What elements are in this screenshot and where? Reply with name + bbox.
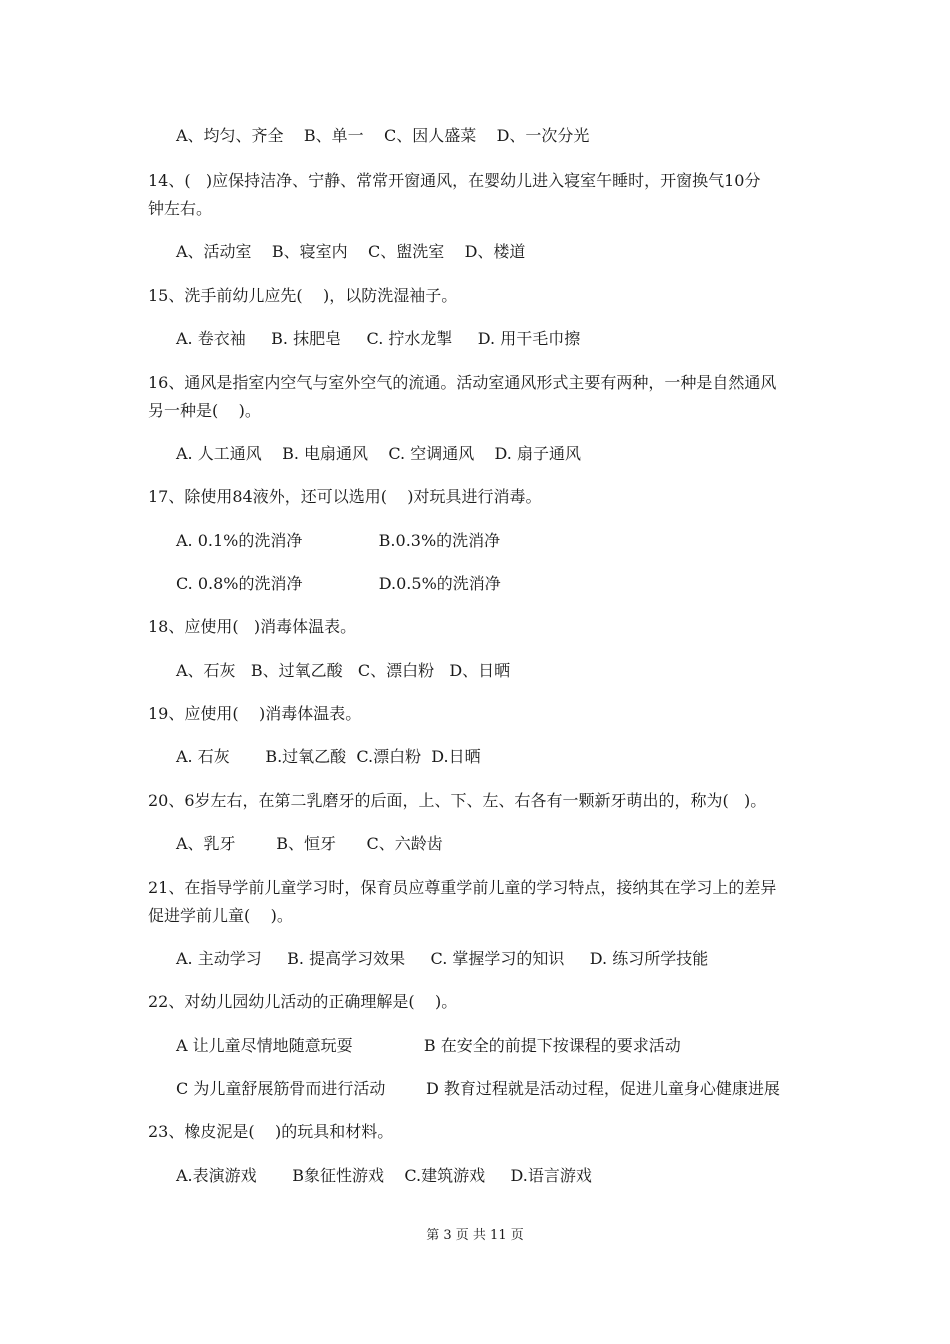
option-line: A 让儿童尽情地随意玩耍 B 在安全的前提下按课程的要求活动	[176, 1036, 681, 1055]
option-line: A、乳牙 B、恒牙 C、六龄齿	[176, 834, 443, 853]
question-line: 另一种是( )。	[148, 401, 261, 420]
question-line: 20、6岁左右，在第二乳磨牙的后面，上、下、左、右各有一颗新牙萌出的，称为( )。	[148, 791, 767, 810]
option-line: A、均匀、齐全 B、单一 C、因人盛菜 D、一次分光	[176, 126, 590, 145]
question-line: 16、通风是指室内空气与室外空气的流通。活动室通风形式主要有两种，一种是自然通风	[148, 373, 777, 392]
option-line: A、石灰 B、过氧乙酸 C、漂白粉 D、日晒	[176, 661, 511, 680]
question-line: 23、橡皮泥是( )的玩具和材料。	[148, 1122, 394, 1141]
question-line: 19、应使用( )消毒体温表。	[148, 704, 362, 723]
option-line: A. 0.1%的洗消净 B.0.3%的洗消净	[176, 531, 501, 550]
question-line: 22、对幼儿园幼儿活动的正确理解是( )。	[148, 992, 458, 1011]
question-line: 15、洗手前幼儿应先( )，以防洗湿袖子。	[148, 286, 458, 305]
question-line: 18、应使用( )消毒体温表。	[148, 617, 357, 636]
option-line: C. 0.8%的洗消净 D.0.5%的洗消净	[176, 574, 501, 593]
option-line: A.表演游戏 B象征性游戏 C.建筑游戏 D.语言游戏	[176, 1166, 592, 1185]
question-line: 17、除使用84液外，还可以选用( )对玩具进行消毒。	[148, 487, 542, 506]
option-line: A. 人工通风 B. 电扇通风 C. 空调通风 D. 扇子通风	[176, 444, 581, 463]
question-line: 促进学前儿童( )。	[148, 906, 293, 925]
question-line: 21、在指导学前儿童学习时，保育员应尊重学前儿童的学习特点，接纳其在学习上的差异	[148, 878, 777, 897]
option-line: C 为儿童舒展筋骨而进行活动 D 教育过程就是活动过程，促进儿童身心健康进展	[176, 1079, 780, 1098]
page-footer: 第 3 页 共 11 页	[426, 1228, 524, 1243]
question-line: 钟左右。	[148, 199, 213, 218]
option-line: A. 石灰 B.过氧乙酸 C.漂白粉 D.日晒	[176, 747, 481, 766]
option-line: A. 主动学习 B. 提高学习效果 C. 掌握学习的知识 D. 练习所学技能	[176, 949, 709, 968]
question-line: 14、( )应保持洁净、宁静、常常开窗通风，在婴幼儿进入寝室午睡时，开窗换气10分	[148, 171, 761, 190]
option-line: A、活动室 B、寝室内 C、盥洗室 D、楼道	[176, 242, 526, 261]
option-line: A. 卷衣袖 B. 抹肥皂 C. 拧水龙掣 D. 用干毛巾擦	[176, 329, 581, 348]
